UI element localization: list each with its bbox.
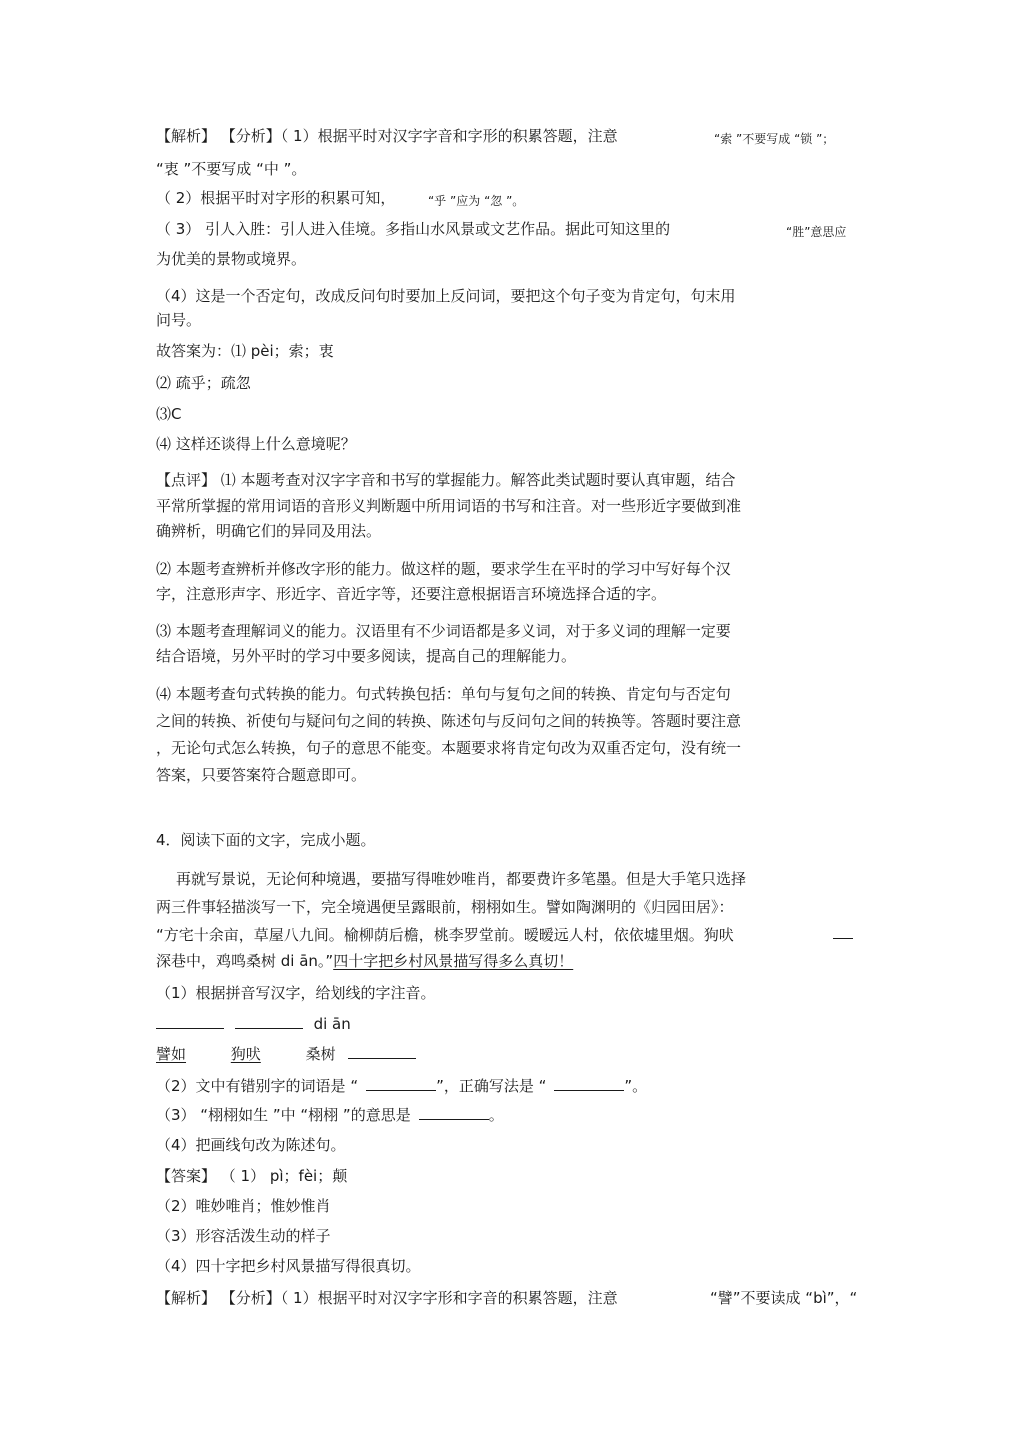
analysis-line-3-tail: “乎 ”应为 “忽 ”。 — [428, 194, 525, 208]
answer-line-4: （4）四十字把乡村风景描写得很真切。 — [156, 1257, 421, 1275]
analysis-line-4-tail: “胜”意思应 — [786, 225, 847, 239]
answer-line-5-tail: “譬”不要读成 “bì”，“ — [710, 1289, 858, 1307]
passage-line-2: 两三件事轻描淡写一下，完全境遇便呈露眼前，栩栩如生。譬如陶渊明的《归园田居》： — [156, 898, 734, 916]
comment-p4-line-3: ，无论句式怎么转换，句子的意思不能变。本题要求将肯定句改为双重否定句，没有统一 — [156, 739, 742, 757]
comment-p4-line-1: ⑷ 本题考查句式转换的能力。句式转换包括：单句与复句之间的转换、肯定句与否定句 — [156, 685, 731, 703]
comment-p1-line-1: 【点评】 ⑴ 本题考查对汉字字音和书写的掌握能力。解答此类试题时要认真审题，结合 — [156, 471, 736, 489]
passage-line-3: “方宅十余亩，草屋八九间。榆柳荫后檐，桃李罗堂前。暧暧远人村，依依墟里烟。狗吠 — [156, 926, 734, 944]
answer-summary-line-2: ⑵ 疏乎；疏忽 — [156, 374, 251, 392]
subquestion-1: （1）根据拼音写汉字，给划线的字注音。 — [156, 984, 436, 1002]
subquestion-2-text: （2）文中有错别字的词语是 “ — [156, 1077, 359, 1095]
comment-p2-line-2: 字，注意形声字、形近字、音近字等，还要注意根据语言环境选择合适的字。 — [156, 585, 667, 603]
subquestion-4: （4）把画线句改为陈述句。 — [156, 1136, 346, 1154]
underlined-sentence: 四十字把乡村风景描写得多么真切！ — [333, 952, 574, 970]
answer-blank[interactable] — [348, 1044, 416, 1059]
pinyin-text: di ān — [313, 1015, 351, 1033]
answer-summary-line-4: ⑷ 这样还谈得上什么意境呢？ — [156, 435, 356, 453]
answer-blank[interactable] — [156, 1014, 224, 1029]
answer-blank[interactable] — [235, 1014, 303, 1029]
comment-p4-line-2: 之间的转换、祈使句与疑问句之间的转换、陈述句与反问句之间的转换等。答题时要注意 — [156, 712, 742, 730]
comment-p4-line-4: 答案，只要答案符合题意即可。 — [156, 766, 367, 784]
analysis-line-4: （ 3） 引人入胜：引人进入佳境。多指山水风景或文艺作品。据此可知这里的 — [156, 220, 671, 238]
answer-blank[interactable] — [419, 1105, 489, 1120]
answer-summary-line-1: 故答案为：⑴ pèi；索；衷 — [156, 342, 334, 360]
word-piru: 譬如 — [156, 1045, 187, 1063]
analysis-line-2: “衷 ”不要写成 “中 ”。 — [156, 160, 307, 178]
analysis-line-6: （4）这是一个否定句，改成反问句时要加上反问词，要把这个句子变为肯定句，句末用 — [156, 287, 736, 305]
subquestion-2-text: ”。 — [624, 1077, 648, 1095]
answer-line-3: （3）形容活泼生动的样子 — [156, 1227, 331, 1245]
answer-blank[interactable] — [366, 1076, 436, 1091]
answer-blank[interactable] — [554, 1076, 624, 1091]
analysis-line-7: 问号。 — [156, 311, 202, 329]
subquestion-2 — [156, 1076, 647, 1096]
answer-line-2: （2）唯妙唯肖；惟妙惟肖 — [156, 1197, 331, 1215]
comment-p1-line-2: 平常所掌握的常用词语的音形义判断题中所用词语的书写和注音。对一些形近字要做到准 — [156, 497, 742, 515]
passage-line-4 — [156, 951, 587, 971]
analysis-text: 【解析】 【分析】（ 1）根据平时对汉字字音和字形的积累答题，注意 — [156, 127, 618, 145]
subquestion-3 — [156, 1105, 504, 1125]
answer-line-5: 【解析】 【分析】（ 1）根据平时对汉字字形和字音的积累答题，注意 — [156, 1289, 618, 1307]
question-title: 4．阅读下面的文字，完成小题。 — [156, 831, 376, 849]
pinyin-row — [156, 1014, 351, 1034]
comment-p1-line-3: 确辨析，明确它们的异同及用法。 — [156, 522, 382, 540]
analysis-line-1-tail: “索 ”不要写成 “锁 ”； — [714, 132, 835, 146]
word-goufei: 狗吠 — [230, 1045, 261, 1063]
comment-p3-line-1: ⑶ 本题考查理解词义的能力。汉语里有不少词语都是多义词，对于多义词的理解一定要 — [156, 622, 731, 640]
answer-summary-line-3: ⑶C — [156, 405, 182, 423]
analysis-line-3: （ 2）根据平时对字形的积累可知， — [156, 189, 396, 207]
subquestion-3-text: 。 — [488, 1106, 504, 1124]
answer-line-1: 【答案】 （ 1） pì；fèi；颠 — [156, 1167, 348, 1185]
comment-p2-line-1: ⑵ 本题考查辨析并修改字形的能力。做这样的题，要求学生在平时的学习中写好每个汉 — [156, 560, 731, 578]
subquestion-3-text: （3） “栩栩如生 ”中 “栩栩 ”的意思是 — [156, 1106, 411, 1124]
stray-dash — [833, 938, 853, 939]
analysis-line-5: 为优美的景物或境界。 — [156, 250, 307, 268]
comment-p3-line-2: 结合语境，另外平时的学习中要多阅读，提高自己的理解能力。 — [156, 647, 577, 665]
subquestion-2-text: ”，正确写法是 “ — [436, 1077, 547, 1095]
word-row — [156, 1044, 416, 1064]
passage-text: 深巷中，鸡鸣桑树 di ān。” — [156, 952, 334, 970]
word-sangshu: 桑树 — [305, 1045, 336, 1063]
passage-line-1: 再就写景说，无论何种境遇，要描写得唯妙唯肖，都要费许多笔墨。但是大手笔只选择 — [176, 870, 747, 888]
analysis-line-1 — [156, 126, 618, 146]
